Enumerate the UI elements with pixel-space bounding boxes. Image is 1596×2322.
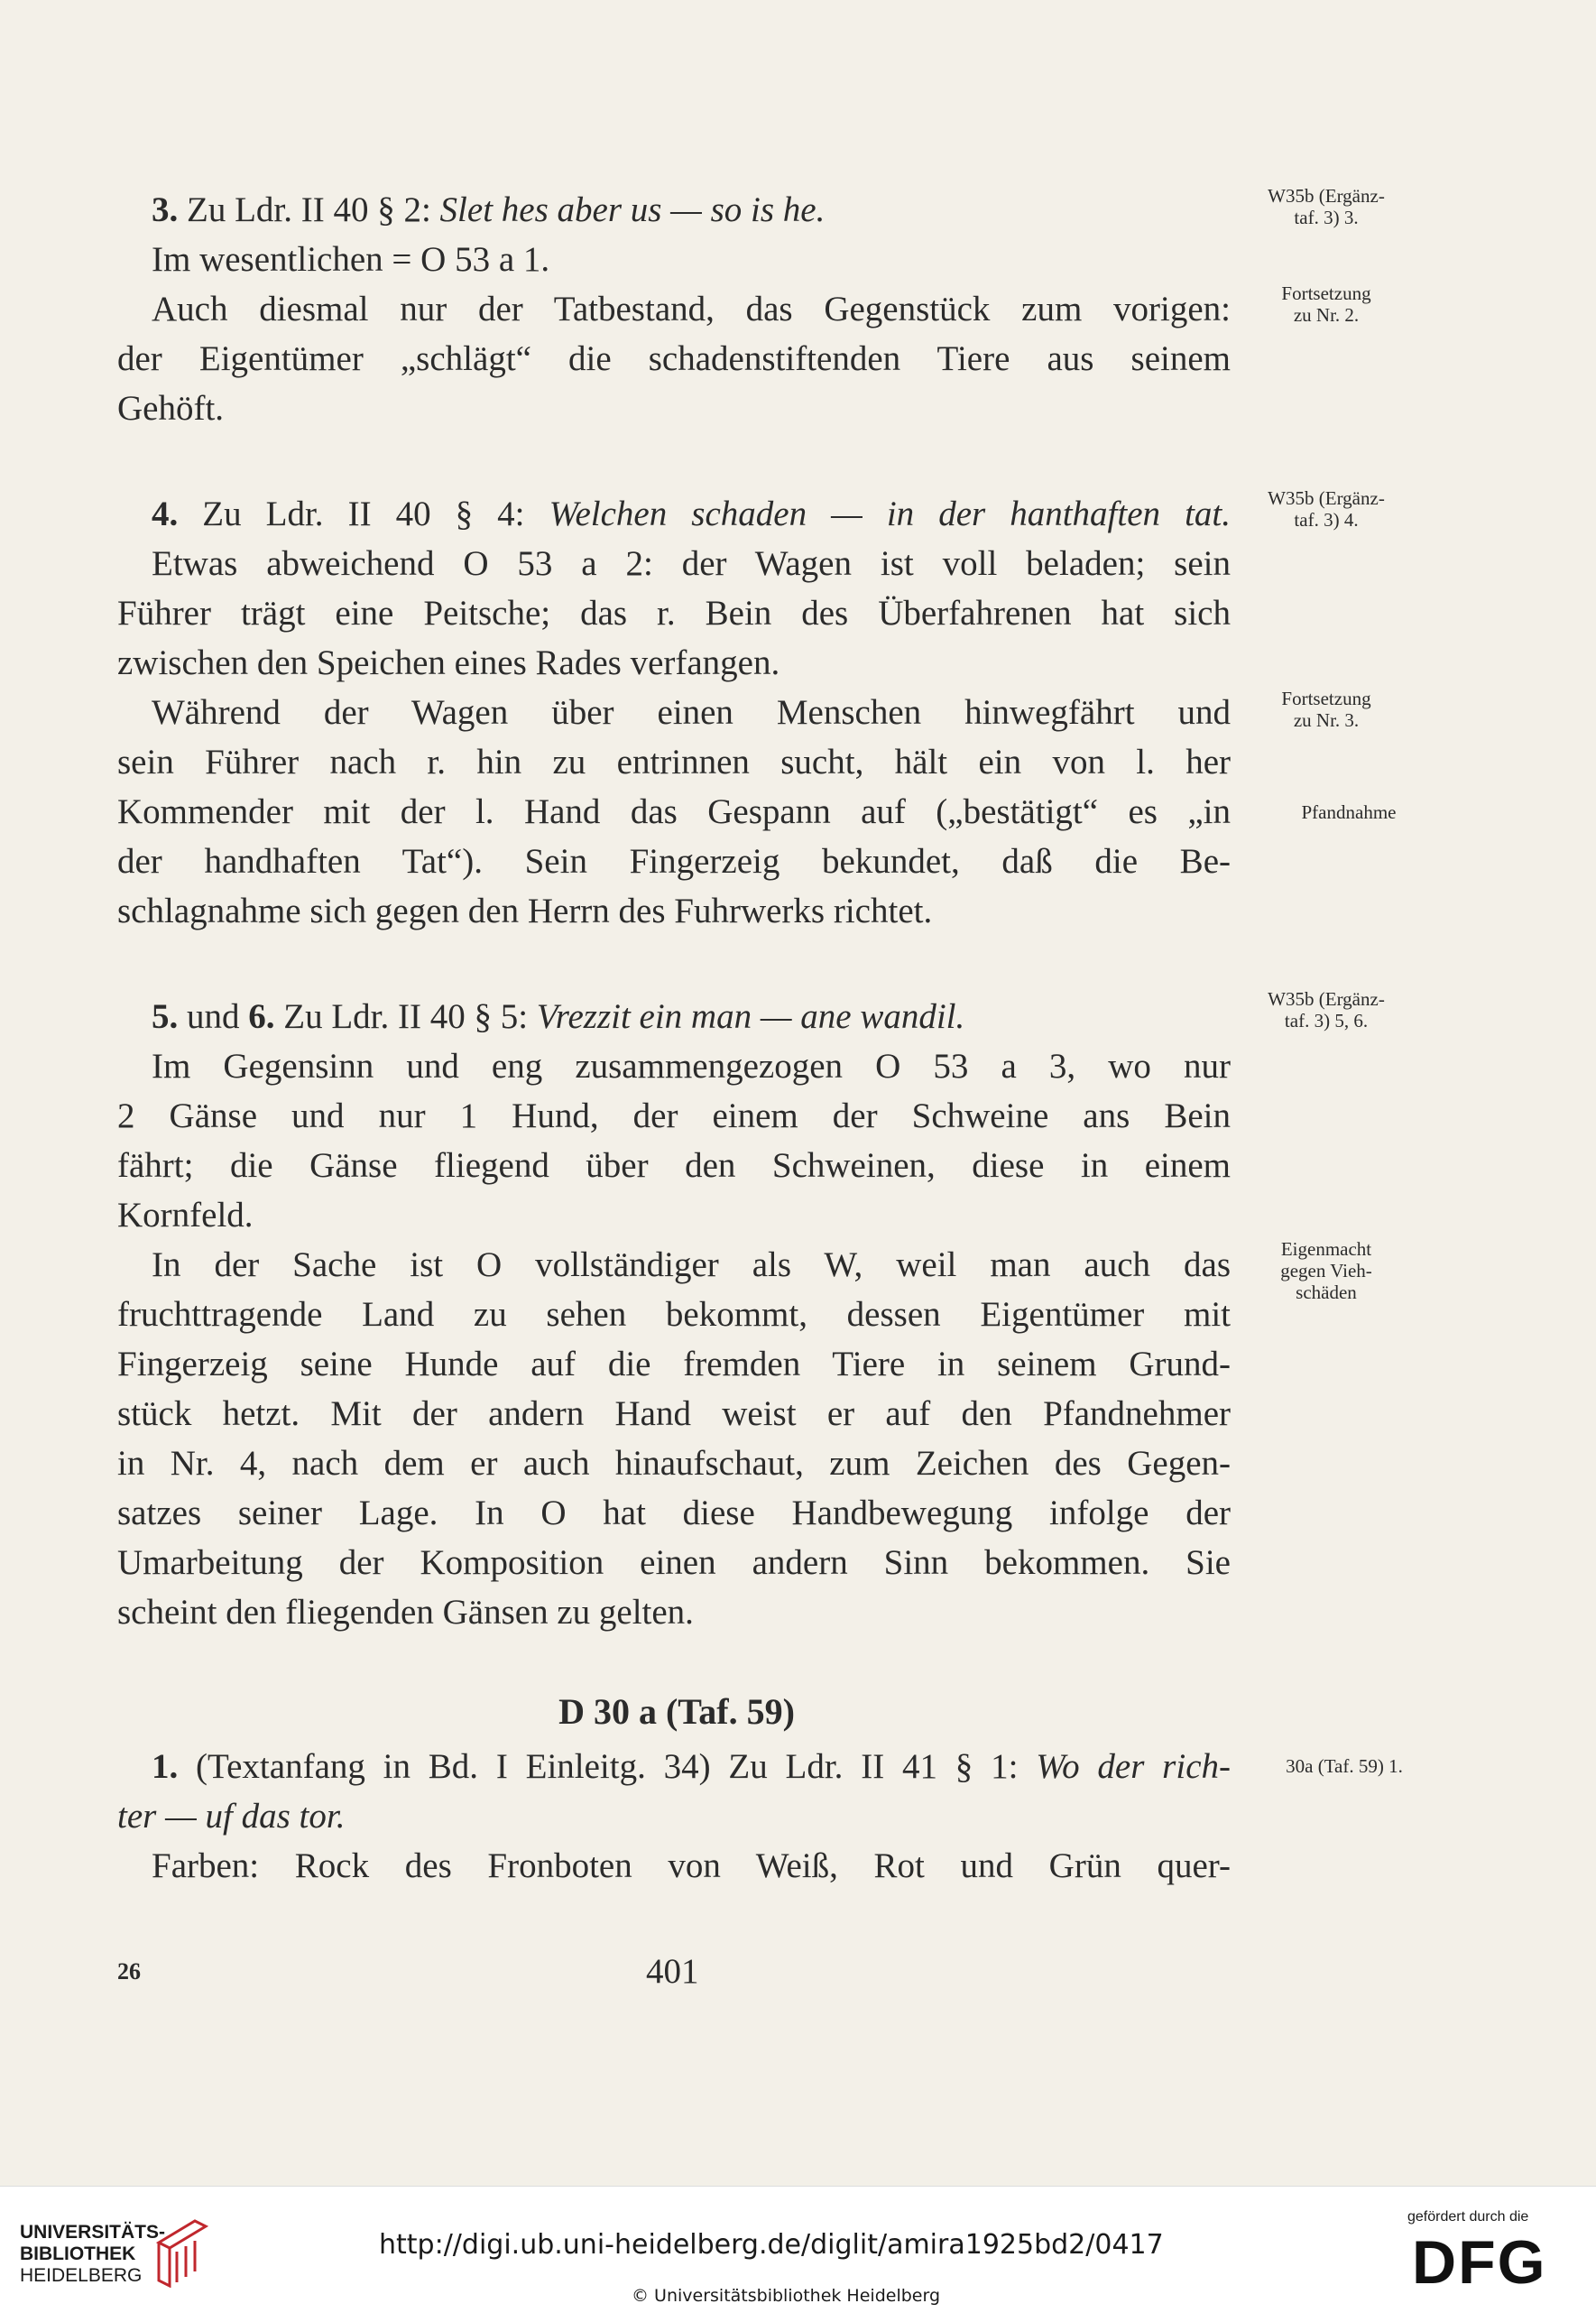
margin-note-fortsetzung-2: Fortsetzung zu Nr. 2. <box>1281 282 1371 327</box>
section-reference: (Textanfang in Bd. I Einleitg. 34) Zu Ldr. II 41 § 1: <box>178 1747 1037 1786</box>
text-line: Im wesentlichen = O 53 a 1. <box>152 240 550 279</box>
text-line: Umarbeitung der Komposition einen andern Sinn bekommen. Sie <box>117 1543 1231 1582</box>
text-line: in Nr. 4, nach dem er auch hinaufschaut, zum Zeichen des Gegen- <box>117 1444 1231 1483</box>
margin-note-w35b-3: W35b (Ergänz- taf. 3) 3. <box>1268 185 1385 229</box>
text-line: fruchttragende Land zu sehen bekommt, dessen Eigentümer mit <box>117 1295 1231 1334</box>
section-quote: Wo der rich- <box>1036 1747 1231 1786</box>
text-line: Im Gegensinn und eng zusammengezogen O 53 a 3, wo nur <box>152 1047 1231 1086</box>
text-line: Etwas abweichend O 53 a 2: der Wagen ist voll beladen; sein <box>152 544 1231 583</box>
margin-note-pfandnahme: Pfandnahme <box>1301 801 1397 823</box>
section-reference: Zu Ldr. II 40 § 2: <box>178 190 440 229</box>
library-logo-icon <box>153 2216 211 2291</box>
text-line: In der Sache ist O vollständiger als W, weil man auch das <box>152 1245 1231 1284</box>
section-quote: Vrezzit ein man — ane wandil. <box>536 997 965 1036</box>
section-reference: Zu Ldr. II 40 § 5: <box>274 997 537 1036</box>
section-number: 5. <box>152 997 179 1036</box>
section-4-heading <box>152 496 1231 532</box>
section-5-6-heading <box>152 999 964 1034</box>
text-line: 2 Gänse und nur 1 Hund, der einem der Schweine ans Bein <box>117 1096 1231 1135</box>
text-line: satzes seiner Lage. In O hat diese Handbewegung infolge der <box>117 1494 1231 1532</box>
d30a-heading: D 30 a (Taf. 59) <box>558 1691 795 1732</box>
text-line: Farben: Rock des Fronboten von Weiß, Rot und Grün quer- <box>152 1846 1231 1885</box>
section-reference: Zu Ldr. II 40 § 4: <box>178 495 549 533</box>
permalink-url[interactable]: http://digi.ub.uni-heidelberg.de/diglit/amira1925bd2/0417 <box>379 2229 1164 2261</box>
text-line: schlagnahme sich gegen den Herrn des Fuhrwerks richtet. <box>117 892 933 930</box>
library-logo-text <box>20 2222 165 2287</box>
text-line: der handhaften Tat“). Sein Fingerzeig bekundet, daß die Be- <box>117 842 1231 881</box>
text-line: Führer trägt eine Peitsche; das r. Bein des Überfahrenen hat sich <box>117 594 1231 633</box>
text-line: stück hetzt. Mit der andern Hand weist er auf den Pfandnehmer <box>117 1394 1231 1433</box>
section-quote: Slet hes aber us — so is he. <box>439 190 826 229</box>
signature-mark: 26 <box>117 1958 141 1984</box>
section-number: 4. <box>152 495 179 533</box>
text-line: ter — uf das tor. <box>117 1797 346 1836</box>
funded-by-label: gefördert durch die <box>1407 2209 1529 2225</box>
text-line: Kornfeld. <box>117 1196 254 1235</box>
text-line: fährt; die Gänse fliegend über den Schweinen, diese in einem <box>117 1146 1231 1185</box>
margin-note-30a: 30a (Taf. 59) 1. <box>1286 1755 1403 1777</box>
section-number: 6. <box>248 997 275 1036</box>
margin-note-w35b-5-6: W35b (Ergänz- taf. 3) 5, 6. <box>1268 988 1385 1032</box>
text-line: Kommender mit der l. Hand das Gespann auf („bestätigt“ es „in <box>117 792 1231 831</box>
copyright-notice: © Universitätsbibliothek Heidelberg <box>632 2286 941 2306</box>
dfg-logo: DFG <box>1412 2228 1547 2297</box>
section-conjunction: und <box>178 997 249 1036</box>
text-line: scheint den fliegenden Gänsen zu gelten. <box>117 1593 694 1632</box>
library-name-line-1: UNIVERSITÄTS- <box>20 2222 166 2243</box>
d30a-line-1 <box>152 1749 1231 1784</box>
section-quote: Welchen schaden — in der hanthaften tat. <box>549 495 1231 533</box>
text-line: Gehöft. <box>117 389 225 428</box>
text-line: Während der Wagen über einen Menschen hinwegfährt und <box>152 693 1231 732</box>
margin-note-w35b-4: W35b (Ergänz- taf. 3) 4. <box>1268 487 1385 532</box>
text-line: Auch diesmal nur der Tatbestand, das Gegenstück zum vorigen: <box>152 290 1231 328</box>
margin-note-eigenmacht: Eigenmacht gegen Vieh- schäden <box>1280 1238 1372 1304</box>
text-line: sein Führer nach r. hin zu entrinnen sucht, hält ein von l. her <box>117 743 1231 782</box>
text-line: der Eigentümer „schlägt“ die schadenstiftenden Tiere aus seinem <box>117 339 1231 378</box>
library-name-line-3: HEIDELBERG <box>20 2265 143 2287</box>
margin-note-fortsetzung-3: Fortsetzung zu Nr. 3. <box>1281 688 1371 732</box>
page-number: 401 <box>646 1952 699 1991</box>
library-name-line-2: BIBLIOTHEK <box>20 2243 136 2265</box>
text-line: Fingerzeig seine Hunde auf die fremden Tiere in seinem Grund- <box>117 1345 1231 1383</box>
section-number: 1. <box>152 1747 179 1786</box>
section-3-heading <box>152 192 825 227</box>
section-number: 3. <box>152 190 179 229</box>
text-line: zwischen den Speichen eines Rades verfangen. <box>117 643 780 682</box>
